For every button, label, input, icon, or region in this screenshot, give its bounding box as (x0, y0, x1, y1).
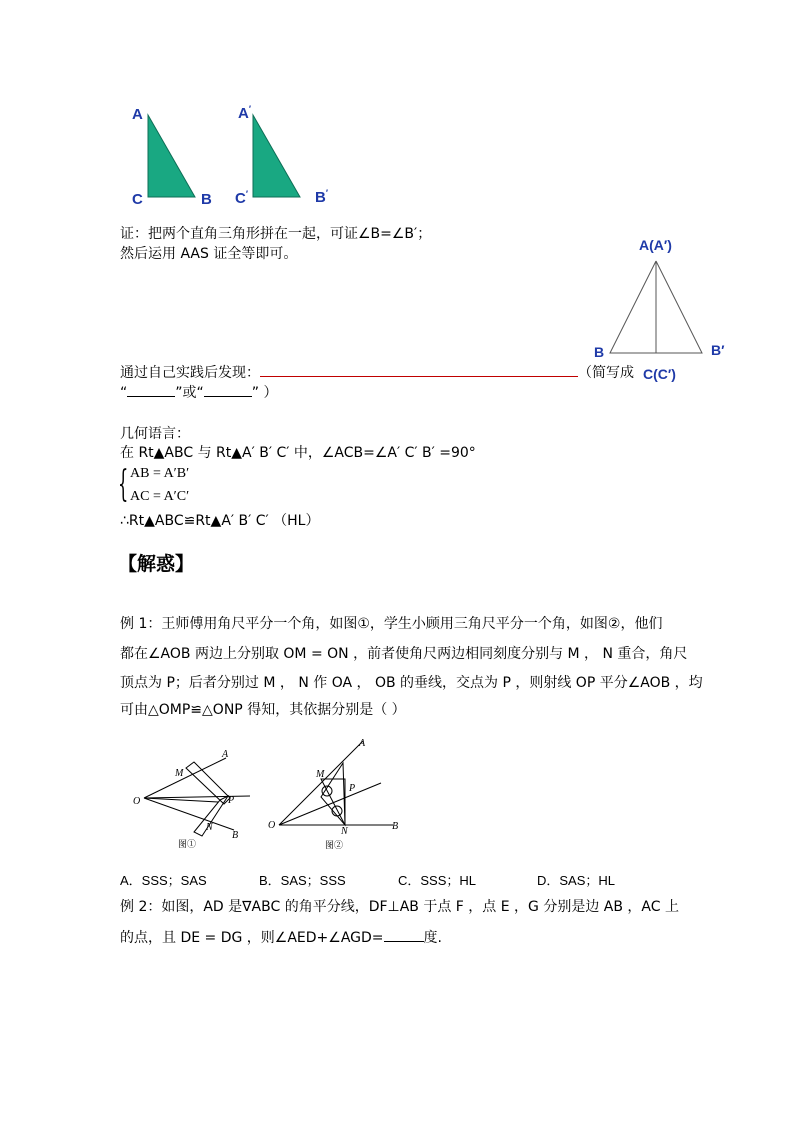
svg-text:M: M (316, 769, 325, 780)
figure-1 (128, 740, 258, 855)
label-c-cprime: C(C′) (643, 366, 676, 382)
label-b-prime: B′ (315, 188, 329, 206)
option-c[interactable]: C．SSS；HL (398, 873, 477, 888)
geometry-line-1: 在 Rt▲ABC 与 Rt▲A′ B′ C′ 中，∠ACB=∠A′ C′ B′ =90° (120, 445, 476, 461)
label-iso-b: B (594, 344, 605, 360)
discovery-line (120, 362, 634, 383)
example2-line-1: 例 2：如图，AD 是∇ABC 的角平分线，DF⊥AB 于点 F ，点 E ，G 分别是边 AB ，AC 上 (120, 899, 679, 915)
example2-line-2: 的点，且 DE = DG ，则∠AED+∠AGD= 度. (120, 927, 442, 948)
discovery-label: 通过自己实践后发现： (120, 365, 260, 381)
svg-text:P: P (349, 783, 356, 794)
figure-2 (265, 735, 405, 855)
example1-line-4: 可由△OMP≌△ONP 得知，其依据分别是（ ） (120, 702, 406, 718)
svg-text:A: A (359, 738, 366, 749)
svg-text:M: M (175, 768, 184, 779)
option-a[interactable]: A．SSS；SAS (120, 873, 207, 888)
label-c: C (132, 191, 143, 208)
example1-line-3: 顶点为 P；后者分别过 M ， N 作 OA ， OB 的垂线，交点为 P ，则射线 OP 平分∠AOB ，均 (120, 675, 703, 691)
svg-text:N: N (206, 822, 213, 833)
condition-2: AC = A′C′ (130, 489, 190, 504)
svg-text:图②: 图② (325, 840, 344, 850)
svg-text:O: O (133, 796, 141, 807)
svg-text:O: O (268, 820, 276, 831)
svg-text:P: P (228, 795, 235, 806)
discovery-suffix: （简写成 (578, 365, 634, 381)
geometry-conclusion: ∴Rt▲ABC≌Rt▲A′ B′ C′ （HL） (120, 513, 320, 529)
label-iso-b-prime: B′ (711, 342, 725, 358)
isosceles-triangle-figure (590, 255, 720, 360)
abbrev-line: “ ”或“ ” ） (120, 382, 277, 403)
svg-text:图①: 图① (178, 839, 197, 849)
svg-text:A: A (222, 749, 229, 760)
svg-text:N: N (341, 826, 348, 837)
geometry-heading: 几何语言： (120, 426, 190, 442)
label-a: A (132, 106, 143, 123)
label-c-prime: C′ (235, 189, 249, 207)
section-title: 【解惑】 (118, 553, 195, 575)
abbrev-blank-1[interactable] (127, 382, 175, 397)
discovery-blank[interactable] (260, 362, 578, 377)
label-a-prime: A′ (238, 104, 252, 122)
option-b[interactable]: B．SAS；SSS (259, 873, 346, 888)
svg-text:B: B (392, 821, 399, 832)
proof-line-1: 证：把两个直角三角形拼在一起，可证∠B=∠B′； (120, 226, 432, 242)
option-d[interactable]: D．SAS；HL (537, 873, 616, 888)
abbrev-blank-2[interactable] (204, 382, 252, 397)
triangle-abc-prime (253, 115, 300, 197)
svg-text:B: B (232, 830, 239, 841)
answer-blank[interactable] (384, 927, 424, 942)
example1-line-1: 例 1：王师傅用角尺平分一个角，如图①，学生小顾用三角尺平分一个角，如图②，他们 (120, 616, 663, 632)
proof-line-2: 然后运用 AAS 证全等即可。 (120, 246, 298, 262)
label-b: B (201, 191, 212, 208)
condition-1: AB = A′B′ (130, 466, 190, 481)
triangle-abc (148, 115, 195, 197)
label-a-aprime: A(A′) (639, 237, 672, 253)
brace-icon: { (118, 464, 129, 505)
example1-line-2: 都在∠AOB 两边上分别取 OM = ON ，前者使角尺两边相同刻度分别与 M ， N 重合，角尺 (120, 646, 688, 662)
